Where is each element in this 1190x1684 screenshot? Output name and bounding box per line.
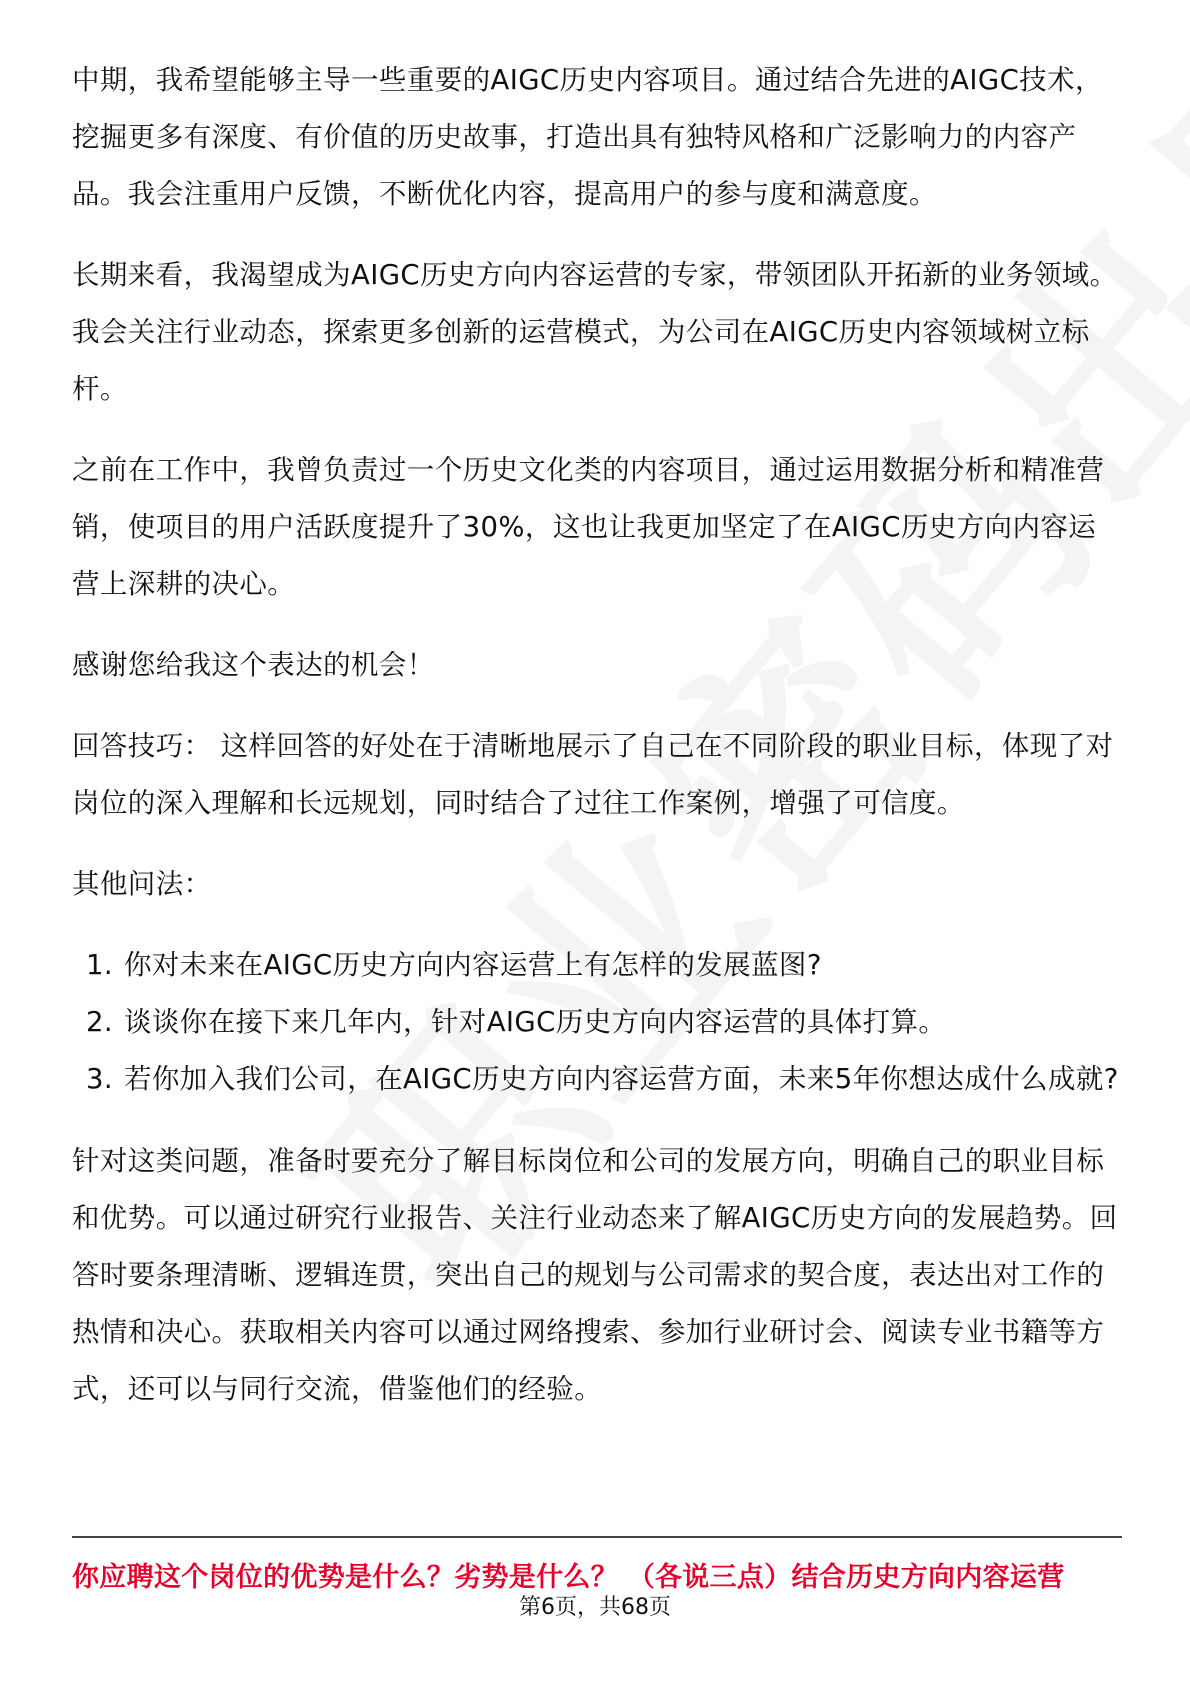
paragraph-other-questions-label: 其他问法： — [72, 868, 212, 900]
paragraph-preparation-advice: 针对这类问题，准备时要充分了解目标岗位和公司的发展方向，明确自己的职业目标和优势。可以通过研究行业报告、关注行业动态来了解AIGC历史方向的发展趋势。回答时要条理清晰、逻辑连贯，突出自己的规划与公司需求的契合度，表达出对工作的热情和决心。获取相关内容可以通过网络搜索、参加行业研讨会、阅读专业书籍等方式，还可以与同行交流，借鉴他们的经验。 — [72, 1145, 1118, 1405]
paragraph-past-experience: 之前在工作中，我曾负责过一个历史文化类的内容项目，通过运用数据分析和精准营销，使项目的用户活跃度提升了30%，这也让我更加坚定了在AIGC历史方向内容运营上深耕的决心。 — [72, 454, 1105, 600]
paragraph-mid-term: 中期，我希望能够主导一些重要的AIGC历史内容项目。通过结合先进的AIGC技术，挖掘更多有深度、有价值的历史故事，打造出具有独特风格和广泛影响力的内容产品。我会注重用户反馈，不断优化内容，提高用户的参与度和满意度。 — [72, 64, 1103, 210]
paragraph-answer-tips: 回答技巧： 这样回答的好处在于清晰地展示了自己在不同阶段的职业目标，体现了对岗位的深入理解和长远规划，同时结合了过往工作案例，增强了可信度。 — [72, 730, 1114, 819]
list-item-number: 1. — [86, 949, 114, 981]
list-item-number: 2. — [86, 1006, 114, 1038]
next-section-heading: 你应聘这个岗位的优势是什么？劣势是什么？ （各说三点）结合历史方向内容运营 — [72, 1562, 1065, 1593]
list-item-text: 若你加入我们公司，在AIGC历史方向内容运营方面，未来5年你想达成什么成就? — [124, 1063, 1119, 1095]
document-body — [72, 52, 1122, 1442]
paragraph-long-term: 长期来看，我渴望成为AIGC历史方向内容运营的专家，带领团队开拓新的业务领域。我会关注行业动态，探索更多创新的运营模式，为公司在AIGC历史内容领域树立标杆。 — [72, 259, 1118, 405]
list-item-number: 3. — [86, 1063, 114, 1095]
list-item — [72, 994, 1122, 1051]
paragraph-thanks: 感谢您给我这个表达的机会！ — [72, 649, 435, 681]
list-item — [72, 1051, 1122, 1108]
page-number: 第6页，共68页 — [519, 1595, 671, 1620]
list-item-text: 谈谈你在接下来几年内，针对AIGC历史方向内容运营的具体打算。 — [124, 1006, 947, 1038]
alternative-questions-list — [72, 937, 1122, 1108]
list-item — [72, 937, 1122, 994]
list-item-text: 你对未来在AIGC历史方向内容运营上有怎样的发展蓝图? — [124, 949, 822, 981]
section-divider — [72, 1536, 1122, 1538]
